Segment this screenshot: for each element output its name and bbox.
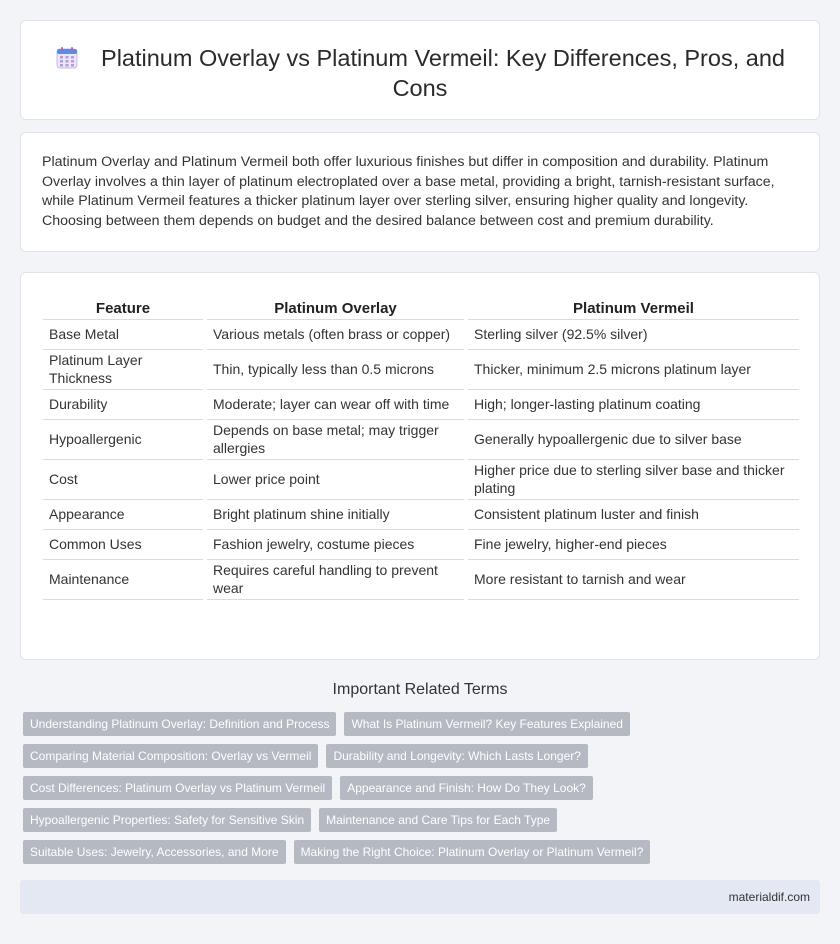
table-header-row — [43, 293, 799, 319]
related-terms-list — [23, 712, 823, 872]
vermeil-cell: Fine jewelry, higher-end pieces — [466, 529, 799, 559]
related-term-tag[interactable]: Suitable Uses: Jewelry, Accessories, and More — [23, 840, 286, 864]
footer — [20, 880, 820, 914]
vermeil-cell: Thicker, minimum 2.5 microns platinum layer — [466, 349, 799, 389]
overlay-cell: Requires careful handling to prevent wear — [205, 559, 466, 599]
related-term-tag[interactable]: Comparing Material Composition: Overlay vs Vermeil — [23, 744, 318, 768]
table-row — [43, 419, 799, 459]
header-feature: Feature — [43, 293, 205, 319]
feature-cell: Cost — [43, 459, 205, 499]
intro-card — [20, 132, 820, 252]
overlay-cell: Lower price point — [205, 459, 466, 499]
overlay-cell: Thin, typically less than 0.5 microns — [205, 349, 466, 389]
calendar-icon — [55, 46, 79, 70]
related-term-tag[interactable]: Appearance and Finish: How Do They Look? — [340, 776, 593, 800]
page-title-row — [21, 43, 819, 103]
intro-paragraph: Platinum Overlay and Platinum Vermeil both offer luxurious finishes but differ in composition and durability. Platinum Overlay involves a thin layer of platinum electroplated over a base metal, providing a bright, tarnish-resistant surface, while Platinum Vermeil features a thicker platinum layer over sterling silver, ensuring higher quality and longevity. Choosing between them depends on budget and the desired balance between cost and premium durability. — [42, 154, 775, 229]
feature-cell: Appearance — [43, 499, 205, 529]
overlay-cell: Moderate; layer can wear off with time — [205, 389, 466, 419]
feature-cell: Platinum Layer Thickness — [43, 349, 205, 389]
overlay-cell: Fashion jewelry, costume pieces — [205, 529, 466, 559]
table-row — [43, 349, 799, 389]
related-term-tag[interactable]: Understanding Platinum Overlay: Definition and Process — [23, 712, 336, 736]
feature-cell: Hypoallergenic — [43, 419, 205, 459]
vermeil-cell: High; longer-lasting platinum coating — [466, 389, 799, 419]
feature-cell: Common Uses — [43, 529, 205, 559]
vermeil-cell: Consistent platinum luster and finish — [466, 499, 799, 529]
overlay-cell: Bright platinum shine initially — [205, 499, 466, 529]
related-term-tag[interactable]: Durability and Longevity: Which Lasts Longer? — [326, 744, 587, 768]
footer-site-name: materialdif.com — [728, 890, 810, 904]
related-terms-heading: Important Related Terms — [332, 681, 508, 698]
vermeil-cell: Generally hypoallergenic due to silver base — [466, 419, 799, 459]
related-term-tag[interactable]: Making the Right Choice: Platinum Overlay or Platinum Vermeil? — [294, 840, 651, 864]
vermeil-cell: Higher price due to sterling silver base and thicker plating — [466, 459, 799, 499]
vermeil-cell: More resistant to tarnish and wear — [466, 559, 799, 599]
page-title: Platinum Overlay vs Platinum Vermeil: Key Differences, Pros, and Cons — [101, 45, 785, 101]
related-term-tag[interactable]: Maintenance and Care Tips for Each Type — [319, 808, 557, 832]
related-term-tag[interactable]: Cost Differences: Platinum Overlay vs Platinum Vermeil — [23, 776, 332, 800]
table-row — [43, 559, 799, 599]
header-platinum-vermeil: Platinum Vermeil — [466, 293, 799, 319]
feature-cell: Durability — [43, 389, 205, 419]
table-row — [43, 389, 799, 419]
header-platinum-overlay: Platinum Overlay — [205, 293, 466, 319]
table-card — [20, 272, 820, 660]
overlay-cell: Depends on base metal; may trigger allergies — [205, 419, 466, 459]
title-card — [20, 20, 820, 120]
table-row — [43, 529, 799, 559]
comparison-table — [43, 293, 799, 600]
feature-cell: Maintenance — [43, 559, 205, 599]
table-row — [43, 319, 799, 349]
vermeil-cell: Sterling silver (92.5% silver) — [466, 319, 799, 349]
feature-cell: Base Metal — [43, 319, 205, 349]
table-row — [43, 499, 799, 529]
related-term-tag[interactable]: Hypoallergenic Properties: Safety for Sensitive Skin — [23, 808, 311, 832]
table-row — [43, 459, 799, 499]
related-term-tag[interactable]: What Is Platinum Vermeil? Key Features Explained — [344, 712, 629, 736]
overlay-cell: Various metals (often brass or copper) — [205, 319, 466, 349]
